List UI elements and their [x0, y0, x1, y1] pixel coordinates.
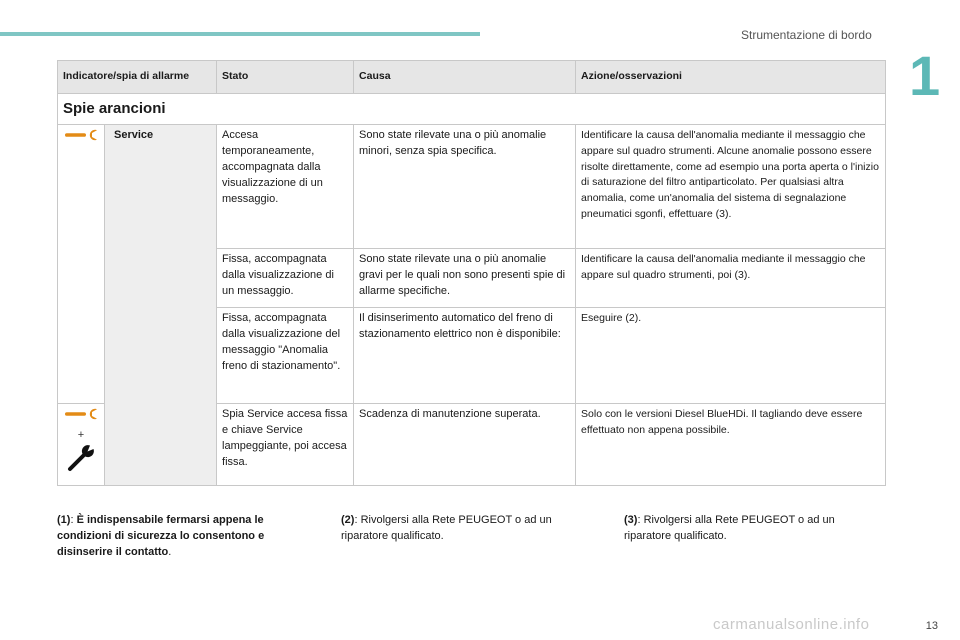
- stato-cell: Accesa temporaneamente, accompagnata dalla visualizzazione di un messaggio.: [217, 125, 354, 249]
- footnote-ref: (2): [341, 514, 355, 526]
- column-header-causa: Causa: [354, 61, 576, 94]
- footnote-3: (3): Rivolgersi alla Rete PEUGEOT o ad un riparatore qualificato.: [624, 514, 835, 542]
- plus-sign: +: [77, 428, 85, 441]
- column-header-stato: Stato: [217, 61, 354, 94]
- causa-cell: Sono state rilevate una o più anomalie minori, senza spia specifica.: [354, 125, 576, 249]
- footnote-text: Rivolgersi alla Rete PEUGEOT o ad un riparatore qualificato.: [624, 514, 835, 542]
- group-title: Spie arancioni: [58, 94, 886, 125]
- header-accent-bar: [0, 32, 480, 36]
- column-header-indicator: Indicatore/spia di allarme: [58, 61, 217, 94]
- warning-lights-table: [57, 60, 886, 486]
- azione-cell: Solo con le versioni Diesel BlueHDi. Il tagliando deve essere effettuato non appena possibile.: [576, 404, 886, 486]
- indicator-label-cell: [105, 125, 217, 486]
- footnote-2: (2): Rivolgersi alla Rete PEUGEOT o ad un riparatore qualificato.: [341, 514, 552, 542]
- causa-cell: Il disinserimento automatico del freno di stazionamento elettrico non è disponibile:: [354, 308, 576, 404]
- footnote-text: È indispensabile fermarsi appena le condizioni di sicurezza lo consentono e disinserire il contatto: [57, 514, 265, 558]
- page-number: 13: [925, 620, 938, 632]
- causa-cell: Sono state rilevate una o più anomalie gravi per le quali non sono presenti spie di allarme specifiche.: [354, 249, 576, 308]
- footnote-ref: (3): [624, 514, 638, 526]
- column-header-azione: Azione/osservazioni: [576, 61, 886, 94]
- footnote-ref: (1): [57, 514, 71, 526]
- causa-cell: Scadenza di manutenzione superata.: [354, 404, 576, 486]
- chapter-number: 1: [909, 44, 941, 107]
- service-wrench-orange-icon: [64, 407, 98, 421]
- section-title: Strumentazione di bordo: [741, 28, 872, 42]
- table-header-row: [58, 61, 886, 94]
- service-wrench-black-icon: [66, 443, 96, 473]
- service-wrench-orange-icon: [64, 128, 98, 142]
- group-row: [58, 94, 886, 125]
- stato-cell: Fissa, accompagnata dalla visualizzazione del messaggio "Anomalia freno di stazionamento".: [217, 308, 354, 404]
- stato-cell: Fissa, accompagnata dalla visualizzazione di un messaggio.: [217, 249, 354, 308]
- footnote-1: (1): È indispensabile fermarsi appena le condizioni di sicurezza lo consentono e disinserire il contatto.: [57, 514, 265, 558]
- azione-cell: Identificare la causa dell'anomalia mediante il messaggio che appare sul quadro strumenti, poi (3).: [576, 249, 886, 308]
- indicator-label: Service: [114, 129, 154, 141]
- indicator-icon-cell: [58, 404, 105, 486]
- table-row: [58, 125, 886, 249]
- azione-cell: Eseguire (2).: [576, 308, 886, 404]
- stato-cell: Spia Service accesa fissa e chiave Service lampeggiante, poi accesa fissa.: [217, 404, 354, 486]
- footnote-text: Rivolgersi alla Rete PEUGEOT o ad un riparatore qualificato.: [341, 514, 552, 542]
- azione-cell: Identificare la causa dell'anomalia mediante il messaggio che appare sul quadro strumenti. Alcune anomalie possono essere risolte direttamente, come ad esempio una porta aperta o l'inizio di saturazione del filtro antiparticolato. Per qualsiasi altra anomalia, come un'anomalia del sistema di segnalazione pneumatici sgonfi, effettuare (3).: [576, 125, 886, 249]
- watermark: carmanualsonline.info: [713, 616, 870, 633]
- indicator-icon-cell: [58, 125, 105, 404]
